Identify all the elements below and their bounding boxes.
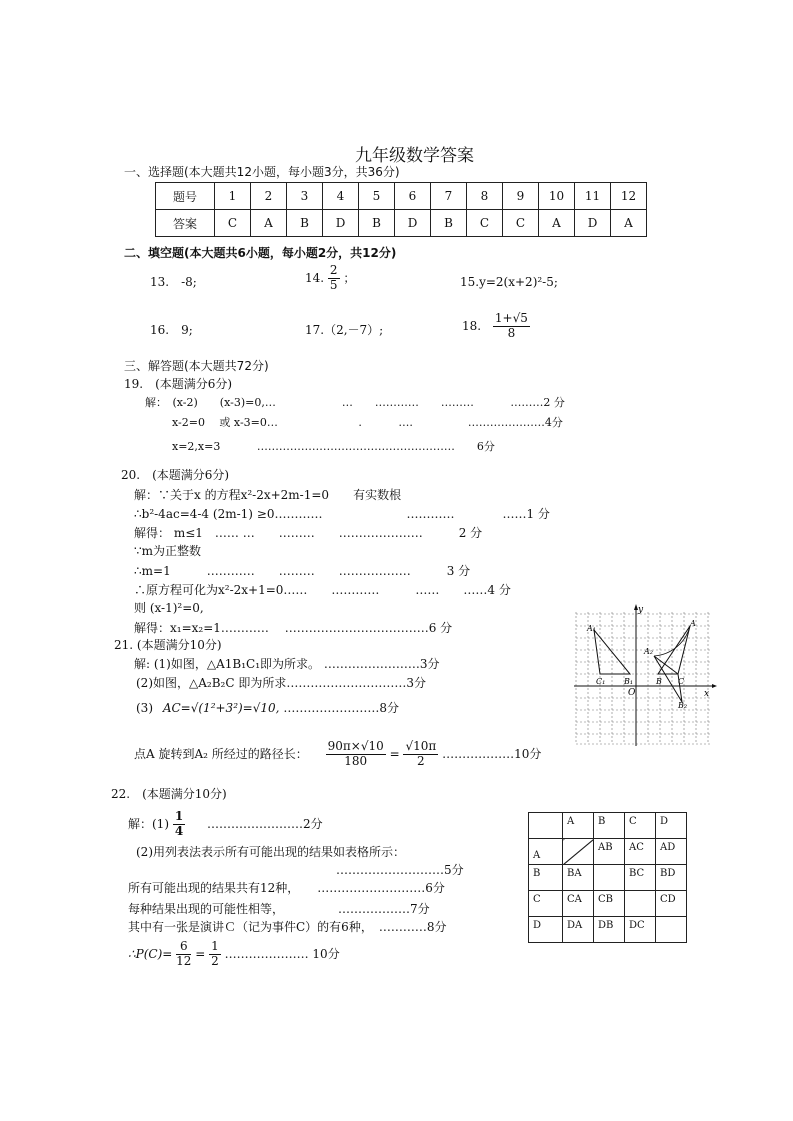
answer-cell: A (251, 210, 287, 237)
q22-prob-den2: 2 (211, 953, 219, 968)
q21-coordinate-grid (572, 604, 718, 746)
q19-line2: x-2=0 或 x-3=0… . …. …………………4分 (172, 416, 563, 429)
table-cell: CD (656, 891, 687, 917)
q20-line2: ∴b²-4ac=4-4 (2m-1) ≥0………… ………… ……1 分 (134, 507, 550, 521)
point-c1-label: C₁ (596, 677, 606, 686)
q18-label: 18. (462, 318, 482, 333)
x-axis-arrow-icon (712, 684, 717, 688)
table-row (529, 891, 687, 917)
q22-probability-label: ∴P(C)= (128, 946, 173, 961)
q22-line2: (2)用列表法表示所有可能出现的结果如表格所示： (136, 845, 405, 859)
q22-probability-score: ………………… 10分 (224, 946, 340, 961)
table-cell: B (529, 865, 563, 891)
answer-table-answer-row (156, 210, 647, 237)
answer-cell: A (539, 210, 575, 237)
question-number: 6 (395, 183, 431, 210)
y-axis-label: y (638, 605, 644, 615)
q22-probability-fraction2 (209, 940, 221, 969)
table-cell: CB (594, 891, 625, 917)
answer-cell: D (575, 210, 611, 237)
point-b1-label: B₁ (624, 677, 634, 686)
q21-ac-expression: AC=√(1²+3²)=√10, (162, 701, 280, 715)
q18-numerator: 1+√5 (494, 311, 528, 325)
table-diagonal-cell (563, 839, 594, 865)
q22-prob-equals: = (195, 946, 206, 961)
table-cell: AD (656, 839, 687, 865)
q21-line3 (136, 701, 399, 715)
q19-heading: 19. (本题满分6分) (124, 377, 233, 391)
q21-fraction2-den: 2 (417, 753, 425, 768)
q21-part3-score: ……………………8分 (283, 701, 399, 715)
answer-q18 (462, 312, 530, 341)
answer-cell: D (395, 210, 431, 237)
table-cell (529, 813, 563, 839)
answer-table (155, 182, 647, 237)
point-a-label: A (690, 619, 696, 628)
point-a1-label: A₁ (587, 624, 596, 633)
q20-line6: ∴原方程可化为x²-2x+1=0…… ………… …… ……4 分 (134, 583, 511, 597)
point-b2-label: B₂ (678, 701, 688, 710)
origin-label: O (628, 688, 636, 698)
answer-q15: 15.y=2(x+2)²-5; (460, 275, 558, 289)
question-number: 10 (539, 183, 575, 210)
x-axis-label: x (704, 689, 710, 699)
q21-fraction1 (326, 740, 386, 769)
answer-q17: 17.（2,－7）; (305, 323, 384, 337)
q18-fraction (493, 312, 530, 341)
q22-line3: 所有可能出现的结果共有12种， ………………………6分 (128, 881, 445, 895)
table-cell: BA (563, 865, 594, 891)
answer-cell: B (359, 210, 395, 237)
question-number: 8 (467, 183, 503, 210)
answer-cell: B (287, 210, 323, 237)
q14-label: 14. (305, 270, 325, 285)
q21-path-label: 点A 旋转到A₂ 所经过的路径长： (134, 746, 308, 761)
q22-outcome-table (528, 812, 687, 943)
q22-prob-num2: 1 (211, 939, 219, 953)
answer-cell: C (467, 210, 503, 237)
table-cell: DC (625, 917, 656, 943)
question-number: 12 (611, 183, 647, 210)
q21-fraction2 (403, 740, 438, 769)
table-cell: D (529, 917, 563, 943)
row-label-answer: 答案 (156, 210, 215, 237)
row-label-number: 题号 (156, 183, 215, 210)
q22-prob-den1: 12 (176, 953, 192, 968)
q14-fraction (328, 264, 340, 293)
table-cell (656, 917, 687, 943)
q20-line3: 解得： m≤1 …… … ……… ………………… 2 分 (134, 526, 483, 540)
table-cell: CA (563, 891, 594, 917)
question-number: 7 (431, 183, 467, 210)
question-number: 11 (575, 183, 611, 210)
table-cell: BC (625, 865, 656, 891)
q22-line5: 其中有一张是演讲Ｃ（记为事件C）的有6种， …………8分 (128, 920, 447, 934)
question-number: 4 (323, 183, 359, 210)
q22-line1 (128, 810, 323, 839)
q22-line2-score: ………………………5分 (336, 863, 464, 877)
q21-part3-label: (3) (136, 701, 153, 715)
answer-cell: D (323, 210, 359, 237)
table-cell: DA (563, 917, 594, 943)
table-cell: A (529, 839, 563, 865)
question-number: 5 (359, 183, 395, 210)
question-number: 2 (251, 183, 287, 210)
section1-heading: 一、选择题(本大题共12小题，每小题3分，共36分) (124, 165, 400, 179)
q21-line4: 点A 旋转到A₂ 所经过的路径长： $\frac{90\pi\times√10}{180}$ = $\frac{√10\pi}{2}$ ………………10分 (134, 739, 542, 768)
table-cell: A (563, 813, 594, 839)
table-row (529, 865, 687, 891)
q14-numerator: 2 (329, 263, 338, 277)
question-number: 1 (215, 183, 251, 210)
question-number: 9 (503, 183, 539, 210)
q22-line6 (128, 940, 340, 969)
table-cell: AB (594, 839, 625, 865)
q21-path-score: ………………10分 (442, 746, 542, 761)
table-cell: B (594, 813, 625, 839)
q19-line1: 解： (x-2) (x-3)=0,… … ………… ……… ………2 分 (145, 396, 565, 409)
q21-line2: (2)如图，△A₂B₂C 即为所求…………………………3分 (136, 676, 426, 690)
q21-fraction1-num: 90π×√10 (327, 739, 384, 753)
point-b-label: B (656, 677, 662, 686)
q21-heading: 21. (本题满分10分) (114, 638, 222, 652)
q22-prob-num1: 6 (176, 940, 191, 955)
q20-heading: 20. (本题满分6分) (121, 468, 230, 482)
q21-line1: 解: (1)如图，△A1B₁C₁即为所求。 ……………………3分 (134, 657, 440, 671)
q22-part1-label: 解：(1) (128, 816, 169, 831)
section2-heading: 二、填空题(本大题共6小题，每小题2分，共12分) (124, 246, 397, 260)
answer-q14 (305, 264, 355, 293)
table-cell: C (529, 891, 563, 917)
q14-tail: ； (343, 270, 356, 285)
answer-table-number-row (156, 183, 647, 210)
question-number: 3 (287, 183, 323, 210)
table-row (529, 917, 687, 943)
q19-line3: x=2,x=3 ……………………………………………… 6分 (172, 440, 495, 453)
q22-part1-den: 4 (174, 823, 184, 838)
q22-line4: 每种结果出现的可能性相等， ………………7分 (128, 902, 430, 916)
section3-heading: 三、解答题(本大题共72分) (124, 359, 269, 373)
q20-line7: 则 (x-1)²=0, (134, 601, 204, 615)
answer-cell: C (503, 210, 539, 237)
answer-q16: 16. 9; (150, 323, 193, 337)
table-row (529, 813, 687, 839)
q20-line4: ∵m为正整数 (134, 544, 202, 558)
table-cell (625, 891, 656, 917)
table-cell: AC (625, 839, 656, 865)
table-cell: C (625, 813, 656, 839)
table-cell: D (656, 813, 687, 839)
q14-denominator: 5 (329, 277, 338, 292)
q18-denominator: 8 (507, 325, 516, 340)
q20-line1: 解：∵关于x 的方程x²-2x+2m-1=0 有实数根 (134, 488, 402, 502)
q22-part1-num: 1 (174, 809, 184, 823)
q21-fraction2-num: √10π (405, 739, 437, 753)
q22-part1-score: ……………………2分 (207, 816, 323, 831)
answer-cell: B (431, 210, 467, 237)
answer-q13: 13. -8; (150, 275, 197, 289)
table-row (529, 839, 687, 865)
point-a2-label: A₂ (644, 647, 653, 656)
q22-part1-fraction (173, 810, 185, 839)
answer-cell: A (611, 210, 647, 237)
q20-line8: 解得：x₁=x₂=1………… ………………………………6 分 (134, 621, 453, 635)
table-cell: DB (594, 917, 625, 943)
answer-cell: C (215, 210, 251, 237)
q22-probability-fraction1 (176, 940, 191, 969)
q22-heading: 22. (本题满分10分) (111, 787, 227, 801)
point-c-label: C (678, 677, 685, 686)
page-title: 九年级数学答案 (355, 146, 474, 166)
q20-line5: ∴m=1 ………… ……… ……………… 3 分 (134, 564, 471, 578)
table-cell (594, 865, 625, 891)
table-cell: BD (656, 865, 687, 891)
q21-fraction1-den: 180 (344, 753, 368, 768)
